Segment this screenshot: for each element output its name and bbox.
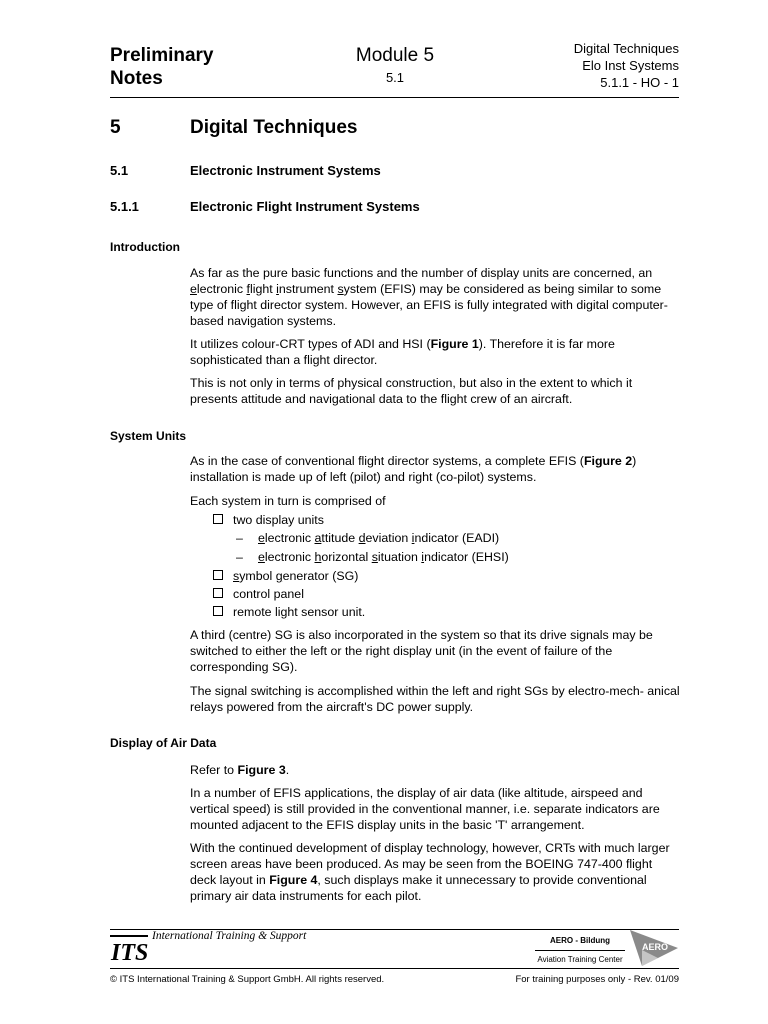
text: light [249,282,277,296]
checkbox-bullet-icon [213,606,223,616]
text: e [190,282,197,296]
text: f [246,282,250,296]
text: Refer to [190,763,238,777]
training-purpose-text: For training purposes only - Rev. 01/09 [515,974,679,985]
text: e [258,550,265,564]
text: ymbol [239,569,276,583]
system-units-heading: System Units [110,429,187,443]
text: As in the case of conventional flight director systems, a complete EFIS ( [190,454,584,468]
its-logo-text: ITS [111,940,149,963]
figure-ref: Figure 1 [430,337,479,351]
list-item [236,530,499,546]
text: s [233,569,240,583]
text: lectronic [264,550,315,564]
text: ) installation is made up of left (pilot) and right (co-pilot) systems. [190,454,637,484]
header-divider [110,97,679,98]
header-ref-line2: Elo Inst Systems [582,58,679,73]
header-title-line2: Notes [110,68,163,89]
text: i [411,531,415,545]
text: ituation [377,550,422,564]
list-item [236,549,509,565]
units-paragraph-2: Each system in turn is comprised of [190,494,386,508]
text: g [275,569,283,583]
intro-paragraph-2 [190,336,680,368]
header-title-line1: Preliminary [110,45,214,66]
aero-title: AERO - Bildung [535,935,625,951]
aero-logo-text: AERO [642,942,669,952]
figure-ref: Figure 4 [269,873,318,887]
its-logo-icon [110,933,150,963]
text: two display units [233,513,324,527]
text: nstrument [278,282,338,296]
text: . [285,763,290,777]
list-item [213,586,304,602]
list-item [213,512,324,528]
checkbox-bullet-icon [213,570,223,580]
air-paragraph-1 [190,762,680,778]
aero-training-block [535,935,625,966]
text: ystem (EFIS) may be considered as being similar to some type of flight director system. However, an EFIS is fully integrated with digital computer-based navigation systems. [190,282,668,328]
header-title [110,44,214,90]
footer-divider-bottom [110,968,679,969]
figure-ref: Figure 3 [237,763,286,777]
subsection-title: Electronic Flight Instrument Systems [190,199,420,214]
text: control panel [233,587,304,601]
section-title: Electronic Instrument Systems [190,163,381,178]
air-paragraph-2: In a number of EFIS applications, the display of air data (like altitude, airspeed and vertical speed) is still provided in the conventional manner, i.e. separate indicators are mounted adjacent to the EFIS display units in the basic 'T' arrangement. [190,786,660,832]
text: i [421,550,425,564]
text: orizontal [321,550,372,564]
text: ndicator (EHSI) [424,550,509,564]
text: a [314,531,322,545]
its-tagline: International Training & Support [152,930,307,942]
text: s [371,550,378,564]
text: ). Therefore it is far more sophisticated than a flight director. [190,337,615,367]
text: remote light sensor unit. [233,605,366,619]
text: e [258,531,265,545]
text: lectronic [264,531,315,545]
text: ttitude [321,531,359,545]
intro-heading: Introduction [110,240,180,254]
header-ref-line1: Digital Techniques [573,41,679,56]
text: ndicator (EADI) [414,531,500,545]
text: enerator (SG) [282,569,359,583]
air-paragraph-3 [190,840,680,904]
list-item [213,568,358,584]
text: As far as the pure basic functions and the number of display units are concerned, an [190,266,653,280]
header-reference [574,40,679,91]
checkbox-bullet-icon [213,588,223,598]
text: It utilizes colour-CRT types of ADI and HSI ( [190,337,431,351]
header-ref-line3: 5.1.1 - HO - 1 [600,75,679,90]
text: lectronic [196,282,247,296]
module-subtitle: 5.1 [385,70,405,85]
copyright-text: © ITS International Training & Support GmbH. All rights reserved. [110,974,385,985]
list-item [213,604,365,620]
units-paragraph-4: The signal switching is accomplished within the left and right SGs by electro-mech- anical relays powered from the aircraft's DC power supply. [190,684,680,714]
text: i [276,282,279,296]
text: With the continued development of display technology, however, CRTs with much larger screen areas have been produced. As may be seen from the BOEING 747-400 flight deck layout in [190,841,670,887]
air-data-heading: Display of Air Data [110,736,217,750]
intro-paragraph-1 [190,265,680,329]
text: h [314,550,322,564]
units-paragraph-3: A third (centre) SG is also incorporated in the system so that its drive signals may be switched to either the left or the right display unit (in the event of failure of the corresponding SG). [190,628,653,674]
header-module [330,44,460,87]
text: s [337,282,344,296]
module-title: Module 5 [355,45,435,66]
text: eviation [365,531,412,545]
text: – [236,550,243,564]
section-number: 5.1 [110,163,129,178]
aero-logo-icon [628,928,680,968]
chapter-title: Digital Techniques [190,117,358,138]
checkbox-bullet-icon [213,514,223,524]
text: d [358,531,366,545]
text: , such displays make it unnecessary to provide conventional primary air data instruments for each pilot. [190,873,647,903]
chapter-number: 5 [110,117,121,138]
subsection-number: 5.1.1 [110,199,139,214]
figure-ref: Figure 2 [583,454,633,468]
intro-paragraph-3: This is not only in terms of physical construction, but also in the extent to which it presents attitude and navigational data to the flight crew of an aircraft. [190,376,633,406]
text: – [236,531,243,545]
aero-subtitle: Aviation Training Center [537,955,623,964]
units-paragraph-1 [190,453,680,485]
